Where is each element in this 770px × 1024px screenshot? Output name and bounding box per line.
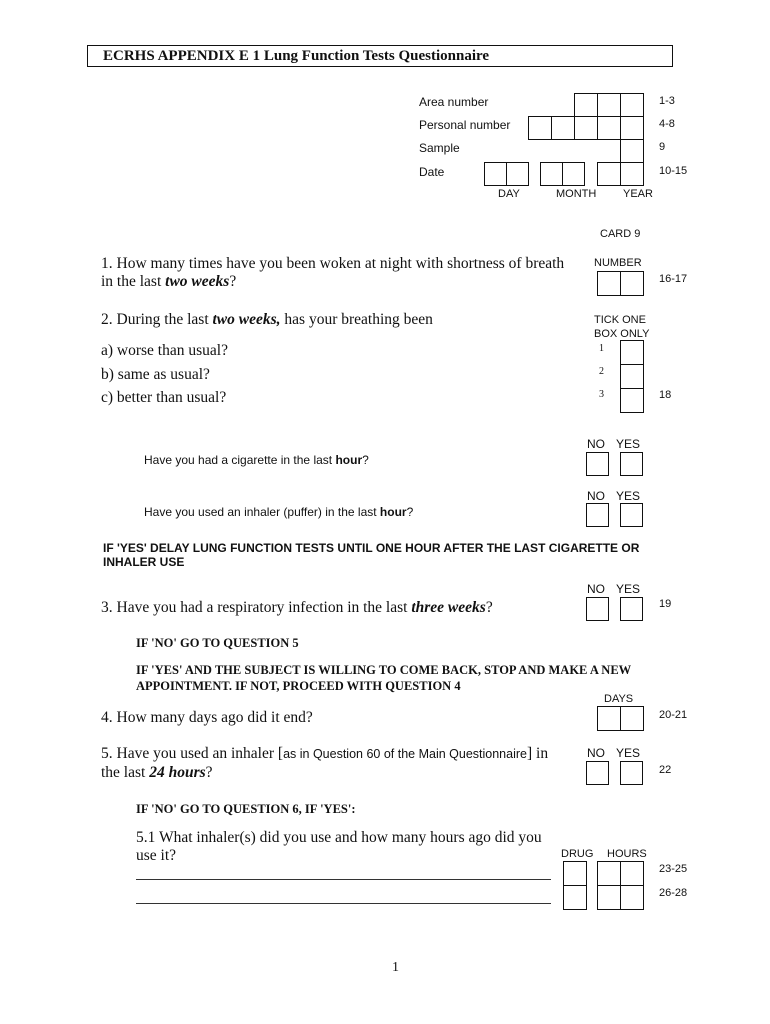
sample-label: Sample [419,141,460,155]
q2-option-b: b) same as usual? [101,366,210,383]
q51-hours-box-2a[interactable] [597,885,621,910]
q3-yes-label: YES [616,582,641,596]
instr-go-to-q5: IF 'NO' GO TO QUESTION 5 [136,636,299,650]
q51-hours-box-2b[interactable] [620,885,644,910]
inhaler-hour-yes-box[interactable] [620,503,643,527]
cig-question-prefix: Have you had a cigarette in the last [144,453,336,467]
q2-tick-label-2: BOX ONLY [594,328,650,340]
month-label: MONTH [556,188,597,200]
q3-emphasis: three weeks [411,599,486,616]
q51-drug-box-1[interactable] [563,861,587,886]
q2-code: 18 [659,389,672,401]
q2-tick-label-1: TICK ONE [594,314,646,326]
q4-code: 20-21 [659,709,688,721]
q3-question [101,598,493,617]
area-number-box-3[interactable] [620,93,644,117]
cig-question [144,453,369,467]
q4-days-box-2[interactable] [620,706,644,731]
year-label: YEAR [623,188,653,200]
q3-no-label: NO [587,582,605,596]
q1-line2 [101,272,236,291]
date-day-box-1[interactable] [484,162,507,186]
q3-code: 19 [659,598,672,610]
date-year-box-2[interactable] [620,162,644,186]
q1-number-label: NUMBER [594,257,642,269]
q5-line1-suffix: ] in [526,745,549,762]
q2-tick-box-3[interactable] [620,388,644,413]
cig-question-suffix: ? [362,453,369,467]
page-title: ECRHS APPENDIX E 1 Lung Function Tests Questionnaire [103,48,490,64]
inhaler-hour-no-label: NO [587,489,605,503]
q2-prefix: 2. During the last [101,311,213,328]
q5-no-label: NO [587,746,605,760]
q51-drug-box-2[interactable] [563,885,587,910]
q1-line1: 1. How many times have you been woken at night with shortness of breath [101,255,565,272]
q5-yes-label: YES [616,746,641,760]
q3-yes-box[interactable] [620,597,643,621]
q1-line2-emphasis: two weeks [165,273,230,290]
q1-number-box-2[interactable] [620,271,644,296]
q4-days-box-1[interactable] [597,706,621,731]
inhaler-hour-question [144,505,413,519]
card-label: CARD 9 [600,228,641,240]
q51-hours-label: HOURS [607,848,647,860]
day-label: DAY [498,188,520,200]
q1-code: 16-17 [659,273,688,285]
q5-no-box[interactable] [586,761,609,785]
area-number-box-2[interactable] [597,93,621,117]
personal-code: 4-8 [659,118,675,130]
instr-stop-line1: IF 'YES' AND THE SUBJECT IS WILLING TO COME BACK, STOP AND MAKE A NEW [136,663,632,677]
q51-answer-line-2[interactable] [136,903,551,904]
sample-code: 9 [659,141,666,153]
q2-tick-box-2[interactable] [620,364,644,389]
q51-hours-box-1a[interactable] [597,861,621,886]
date-day-box-2[interactable] [506,162,529,186]
q5-line2-suffix: ? [205,764,213,781]
q2-option-c: c) better than usual? [101,389,227,406]
q2-tick-box-1[interactable] [620,340,644,365]
cig-no-label: NO [587,437,605,451]
delay-instruction-line2: INHALER USE [103,555,185,569]
personal-number-box-3[interactable] [574,116,598,140]
personal-number-box-2[interactable] [551,116,575,140]
q5-line1-reference: as in Question 60 of the Main Questionnaire [283,747,527,761]
q51-answer-line-1[interactable] [136,879,551,880]
q51-line2: use it? [136,847,177,864]
q5-line1-prefix: 5. Have you used an inhaler [ [101,745,284,762]
inhaler-hour-question-prefix: Have you used an inhaler (puffer) in the last [144,505,380,519]
q51-line1: 5.1 What inhaler(s) did you use and how many hours ago did you [136,829,542,846]
q2-option-num-2: 2 [599,366,604,377]
delay-instruction-line1: IF 'YES' DELAY LUNG FUNCTION TESTS UNTIL ONE HOUR AFTER THE LAST CIGARETTE OR [103,541,640,555]
cig-yes-label: YES [616,437,641,451]
instr-stop-line2: APPOINTMENT. IF NOT, PROCEED WITH QUESTION 4 [136,679,461,693]
date-year-box-1[interactable] [597,162,621,186]
q2-option-a: a) worse than usual? [101,342,228,359]
area-code: 1-3 [659,95,675,107]
page-number: 1 [392,960,399,975]
q5-line2-prefix: the last [101,764,150,781]
q3-prefix: 3. Have you had a respiratory infection in the last [101,599,412,616]
cig-no-box[interactable] [586,452,609,476]
q5-code: 22 [659,764,672,776]
q2-question [101,310,433,329]
q5-line1 [101,744,548,764]
q2-suffix: has your breathing been [280,311,433,328]
q1-line2-suffix: ? [229,273,237,290]
q1-number-box-1[interactable] [597,271,621,296]
personal-number-label: Personal number [419,118,511,132]
area-number-label: Area number [419,95,489,109]
area-number-box-1[interactable] [574,93,598,117]
q4-question: 4. How many days ago did it end? [101,709,313,726]
instr-go-to-q6: IF 'NO' GO TO QUESTION 6, IF 'YES': [136,802,356,816]
q4-days-label: DAYS [604,693,634,705]
q51-drug-label: DRUG [561,848,594,860]
inhaler-hour-yes-label: YES [616,489,641,503]
q5-yes-box[interactable] [620,761,643,785]
q51-code-1: 23-25 [659,863,688,875]
date-label: Date [419,165,445,179]
cig-question-bold: hour [335,453,363,467]
date-month-box-2[interactable] [562,162,585,186]
q3-suffix: ? [485,599,493,616]
personal-number-box-5[interactable] [620,116,644,140]
date-month-box-1[interactable] [540,162,563,186]
q2-option-num-1: 1 [599,343,604,354]
personal-number-box-4[interactable] [597,116,621,140]
personal-number-box-1[interactable] [528,116,552,140]
cig-yes-box[interactable] [620,452,643,476]
q51-code-2: 26-28 [659,887,688,899]
q3-no-box[interactable] [586,597,609,621]
q2-emphasis: two weeks, [212,311,281,328]
inhaler-hour-question-suffix: ? [406,505,414,519]
q5-line2-emphasis: 24 hours [149,764,206,781]
q5-line2 [101,763,213,782]
inhaler-hour-question-bold: hour [379,505,407,519]
q51-hours-box-1b[interactable] [620,861,644,886]
q2-option-num-3: 3 [599,389,604,400]
q1-line2-prefix: in the last [101,273,166,290]
inhaler-hour-no-box[interactable] [586,503,609,527]
sample-box[interactable] [620,139,644,163]
date-code: 10-15 [659,165,688,177]
